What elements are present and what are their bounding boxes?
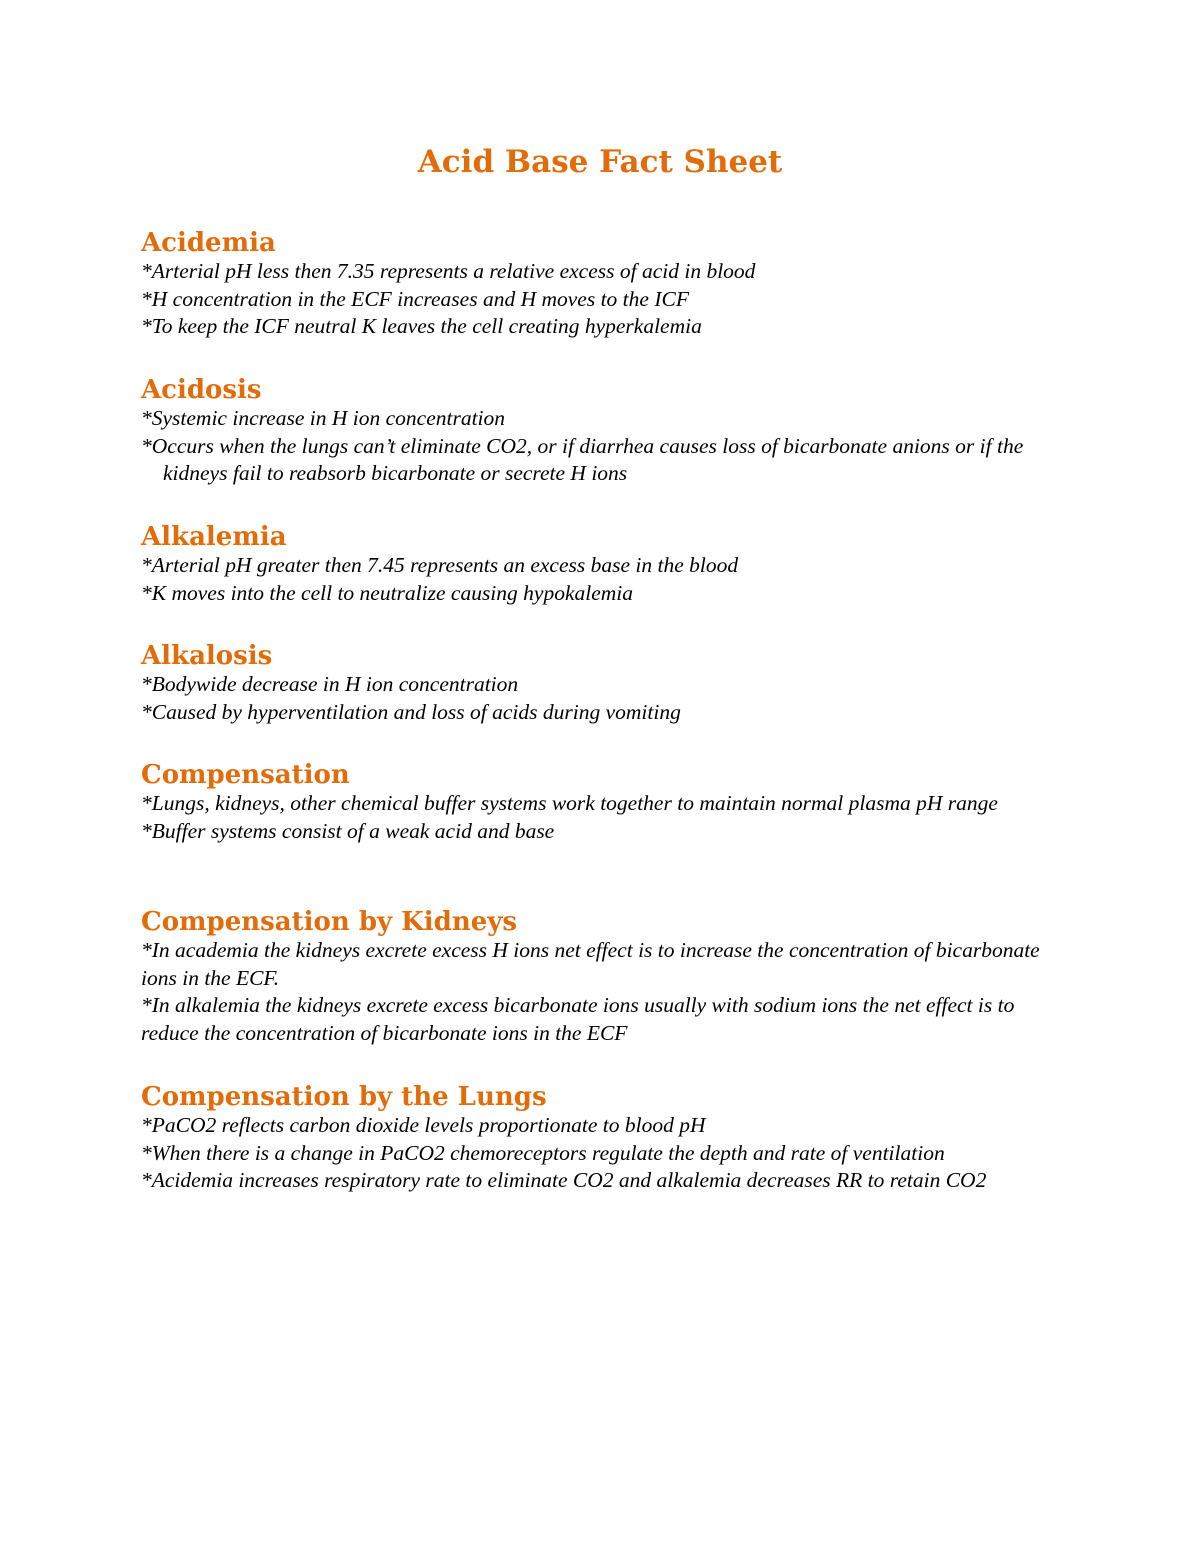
section-alkalemia [141, 522, 1061, 607]
fact-item: *Arterial pH greater then 7.45 represents an excess base in the blood [141, 553, 739, 577]
fact-item: *Arterial pH less then 7.35 represents a relative excess of acid in blood [141, 259, 756, 283]
fact-item: *In alkalemia the kidneys excrete excess bicarbonate ions usually with sodium ions the net effect is to reduce the concentration of bicarbonate ions in the ECF [141, 993, 1015, 1045]
fact-item: *When there is a change in PaCO2 chemoreceptors regulate the depth and rate of ventilation [141, 1140, 945, 1165]
fact-list [141, 1112, 1061, 1195]
fact-list [141, 552, 1061, 607]
fact-item: *Buffer systems consist of a weak acid and base [141, 818, 555, 843]
fact-item: *In academia the kidneys excrete excess H ions net effect is to increase the concentration of bicarbonate ions in the ECF. [141, 938, 1040, 990]
section-heading: Compensation by the Lungs [141, 1082, 547, 1112]
section-heading: Compensation by Kidneys [141, 907, 518, 937]
section-compensation-by-kidneys [141, 907, 1061, 1047]
section-compensation-by-the-lungs [141, 1082, 1061, 1195]
fact-item: *PaCO2 reflects carbon dioxide levels proportionate to blood pH [141, 1113, 706, 1137]
fact-list [141, 258, 1061, 341]
fact-list [141, 790, 1061, 845]
section-heading: Acidosis [141, 375, 262, 405]
section-alkalosis [141, 641, 1061, 726]
fact-item: *H concentration in the ECF increases and H moves to the ICF [141, 286, 689, 311]
fact-item: *Systemic increase in H ion concentration [141, 406, 506, 430]
fact-item: *Bodywide decrease in H ion concentration [141, 672, 519, 696]
section-heading: Compensation [141, 760, 350, 790]
fact-item: *Lungs, kidneys, other chemical buffer systems work together to maintain normal plasma pH range [141, 791, 998, 815]
section-heading: Alkalemia [141, 522, 287, 552]
section-heading: Alkalosis [141, 641, 273, 671]
fact-item: *K moves into the cell to neutralize causing hypokalemia [141, 580, 634, 605]
fact-list [141, 937, 1061, 1047]
section-acidosis [141, 375, 1061, 488]
page-title: Acid Base Fact Sheet [417, 144, 783, 180]
fact-item: *Acidemia increases respiratory rate to eliminate CO2 and alkalemia decreases RR to retain CO2 [141, 1168, 987, 1192]
fact-item: *Occurs when the lungs can’t eliminate CO2, or if diarrhea causes loss of bicarbonate anions or if the kidneys fail to reabsorb bicarbonate or secrete H ions [141, 433, 1024, 485]
section-acidemia [141, 228, 1061, 341]
section-heading: Acidemia [141, 228, 276, 258]
fact-list [141, 405, 1061, 488]
section-compensation [141, 760, 1061, 845]
fact-item: *Caused by hyperventilation and loss of acids during vomiting [141, 699, 681, 724]
fact-list [141, 671, 1061, 726]
fact-item: *To keep the ICF neutral K leaves the cell creating hyperkalemia [141, 314, 702, 338]
